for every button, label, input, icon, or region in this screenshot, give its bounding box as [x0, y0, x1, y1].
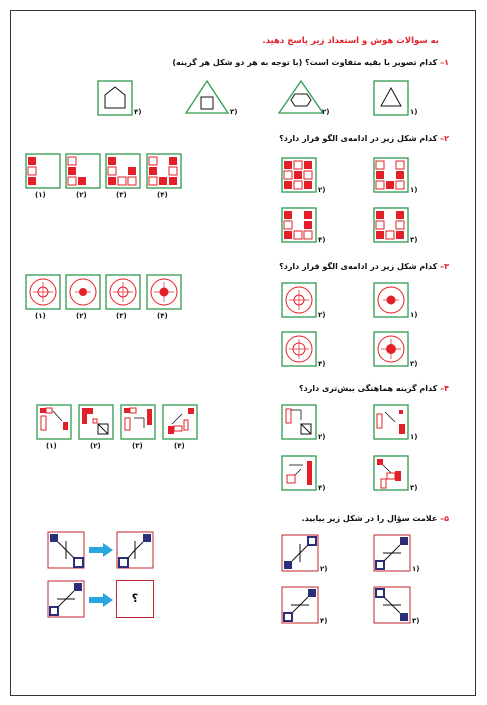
q2-seq-label-1: (۱)	[35, 191, 46, 199]
q1-number: ۱–	[440, 58, 449, 67]
q4-seq-label-1: (۱)	[46, 442, 57, 450]
q5-example-after	[116, 531, 154, 569]
q5-arrow-1	[89, 543, 113, 557]
q4-option4-label: ۴)	[318, 484, 326, 492]
q2-option1-figure[interactable]	[373, 157, 409, 193]
q3-option2-label: ۲)	[318, 311, 326, 319]
q4-sequence-3	[120, 404, 156, 440]
q5-question-before	[47, 580, 85, 618]
q5-option4-figure[interactable]	[281, 586, 319, 624]
q2-option4-label: ۴)	[318, 236, 326, 244]
q4-text	[299, 384, 449, 393]
q2-sequence-3	[105, 153, 141, 189]
q1-option3-label: ۳)	[230, 108, 238, 116]
q2-seq-label-3: (۳)	[116, 191, 127, 199]
q5-option3-label: ۳)	[412, 617, 420, 625]
q4-sequence-1	[36, 404, 72, 440]
q4-option4-figure[interactable]	[281, 455, 317, 491]
q5-option4-label: ۴)	[320, 617, 328, 625]
q3-question: کدام شکل زیر در ادامه‌ی الگو قرار دارد؟	[279, 262, 438, 271]
q1-option1-figure[interactable]	[373, 80, 409, 116]
q3-sequence-1	[25, 274, 61, 310]
q3-option3-figure[interactable]	[373, 331, 409, 367]
q4-seq-label-3: (۳)	[132, 442, 143, 450]
q3-sequence-2	[65, 274, 101, 310]
q3-text	[279, 262, 449, 271]
q4-option3-label: ۳)	[410, 484, 418, 492]
q2-option4-figure[interactable]	[281, 207, 317, 243]
q3-sequence-3	[105, 274, 141, 310]
q3-seq-label-1: (۱)	[35, 312, 46, 320]
q3-option4-label: ۴)	[318, 360, 326, 368]
q4-question: کدام گزینه هماهنگی بیش‌تری دارد؟	[298, 384, 438, 393]
q4-seq-label-2: (۲)	[90, 442, 101, 450]
q3-seq-label-3: (۳)	[116, 312, 127, 320]
q2-seq-label-4: (۴)	[157, 191, 168, 199]
q5-number: ۵–	[440, 514, 449, 523]
q5-option2-figure[interactable]	[281, 534, 319, 572]
q2-sequence-4	[146, 153, 182, 189]
q2-text	[279, 134, 449, 143]
q5-question-mark: ؟	[131, 592, 139, 605]
q2-sequence-2	[65, 153, 101, 189]
q1-question: کدام تصویر با بقیه متفاوت است؟ (با توجه به هر دو شکل هر گزینه)	[172, 58, 438, 67]
q5-text	[302, 514, 449, 523]
q2-option2-figure[interactable]	[281, 157, 317, 193]
q4-number: ۴–	[440, 384, 449, 393]
q1-option2-figure[interactable]	[278, 80, 324, 114]
q4-option2-figure[interactable]	[281, 404, 317, 440]
q3-option3-label: ۳)	[410, 360, 418, 368]
q5-option2-label: ۲)	[320, 565, 328, 573]
q3-seq-label-2: (۲)	[76, 312, 87, 320]
q4-option1-figure[interactable]	[373, 404, 409, 440]
q5-question: علامت سؤال را در شکل زیر بیابید.	[301, 514, 438, 523]
q4-seq-label-4: (۴)	[174, 442, 185, 450]
q3-option4-figure[interactable]	[281, 331, 317, 367]
q5-arrow-2	[89, 593, 113, 607]
q4-sequence-2	[78, 404, 114, 440]
q1-option4-figure[interactable]	[97, 80, 133, 116]
q5-example-before	[47, 531, 85, 569]
page-header: به سوالات هوش و استعداد زیر پاسخ دهید.	[262, 36, 439, 46]
q5-question-box	[116, 580, 154, 618]
q3-option1-figure[interactable]	[373, 282, 409, 318]
q1-option3-figure[interactable]	[185, 80, 229, 114]
q3-number: ۳–	[440, 262, 449, 271]
q1-text	[172, 58, 449, 67]
q1-option1-label: ۱)	[410, 108, 418, 116]
q4-option1-label: ۱)	[410, 433, 418, 441]
q4-option2-label: ۲)	[318, 433, 326, 441]
q1-option4-label: ۴)	[134, 108, 142, 116]
q1-option2-label: ۲)	[322, 108, 330, 116]
q2-question: کدام شکل زیر در ادامه‌ی الگو قرار دارد؟	[279, 134, 438, 143]
q5-option1-figure[interactable]	[373, 534, 411, 572]
q4-sequence-4	[162, 404, 198, 440]
q5-option1-label: ۱)	[412, 565, 420, 573]
q2-sequence-1	[25, 153, 61, 189]
q2-seq-label-2: (۲)	[76, 191, 87, 199]
q3-option2-figure[interactable]	[281, 282, 317, 318]
q2-option3-label: ۳)	[410, 236, 418, 244]
q5-option3-figure[interactable]	[373, 586, 411, 624]
q3-option1-label: ۱)	[410, 311, 418, 319]
q2-number: ۲–	[440, 134, 449, 143]
q2-option2-label: ۲)	[318, 186, 326, 194]
q4-option3-figure[interactable]	[373, 455, 409, 491]
q3-seq-label-4: (۴)	[157, 312, 168, 320]
q2-option3-figure[interactable]	[373, 207, 409, 243]
q3-sequence-4	[146, 274, 182, 310]
q2-option1-label: ۱)	[410, 186, 418, 194]
